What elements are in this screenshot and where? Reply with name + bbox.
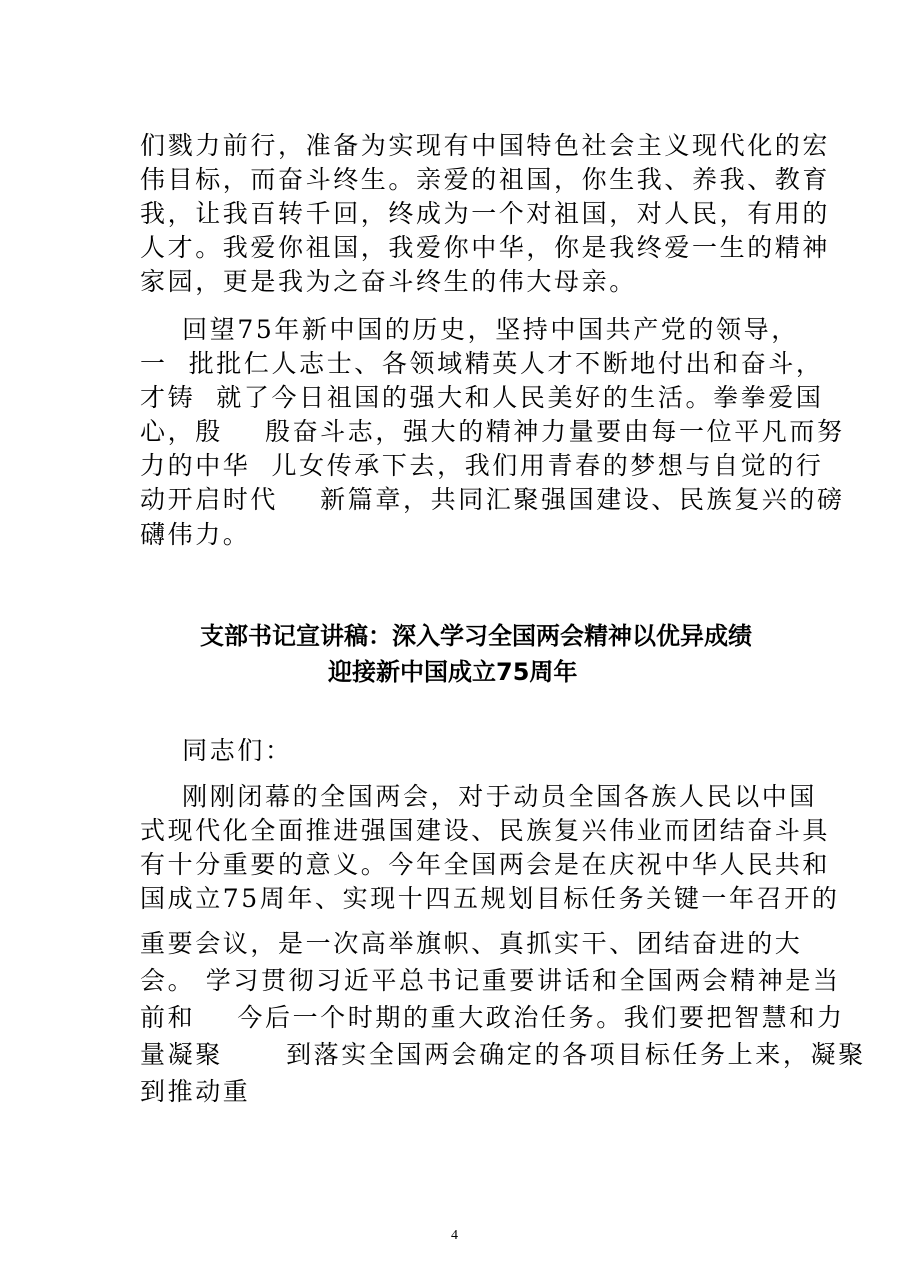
title-line-1: 支部书记宣讲稿：深入学习全国两会精神以优异成绩 [200,622,752,650]
text-line: 家园，更是我为之奋斗终生的伟大母亲。 [140,267,637,296]
text-line: 一 批批仁人志士、各领域精英人才不断地付出和奋斗， [140,349,824,378]
text-line: 人才。我爱你祖国，我爱你中华，你是我终爱一生的精神 [140,233,831,262]
text-line: 礴伟力。 [140,520,251,549]
title-line-2: 迎接新中国成立75周年 [328,658,578,686]
text-line: 刚刚闭幕的全国两会，对于动员全国各族人民以中国 [140,782,817,811]
text-line: 力的中华 儿女传承下去，我们用青春的梦想与自觉的行 [140,451,824,480]
text-line: 量凝聚 到落实全国两会确定的各项目标任务上来，凝聚 [140,1040,866,1069]
text-line: 重要会议，是一次高举旗帜、真抓实干、团结奋进的大 [140,929,803,958]
text-line: 动开启时代 新篇章，共同汇聚强国建设、民族复兴的磅 [140,485,845,514]
text-line: 国成立75周年、实现十四五规划目标任务关键一年召开的 [140,884,840,913]
text-line: 有十分重要的意义。今年全国两会是在庆祝中华人民共和 [140,850,831,879]
text-line: 伟目标，而奋斗终生。亲爱的祖国，你生我、养我、教育 [140,165,831,194]
text-line: 才铸 就了今日祖国的强大和人民美好的生活。拳拳爱国 [140,383,824,412]
text-line: 心，殷 殷奋斗志，强大的精神力量要由每一位平凡而努 [140,417,845,446]
text-line: 式现代化全面推进强国建设、民族复兴伟业而团结奋斗具 [140,816,831,845]
text-line: 们戮力前行，准备为实现有中国特色社会主义现代化的宏 [140,131,831,160]
text-line: 回望75年新中国的历史，坚持中国共产党的领导， [140,315,799,344]
text-line: 会。 学习贯彻习近平总书记重要讲话和全国两会精神是当 [140,966,841,995]
salutation: 同志们： [140,736,293,765]
text-line: 前和 今后一个时期的重大政治任务。我们要把智慧和力 [140,1003,845,1032]
page-number: 4 [451,1228,458,1243]
text-line: 到推动重 [140,1077,251,1106]
text-line: 我，让我百转千回，终成为一个对祖国，对人民，有用的 [140,199,831,228]
